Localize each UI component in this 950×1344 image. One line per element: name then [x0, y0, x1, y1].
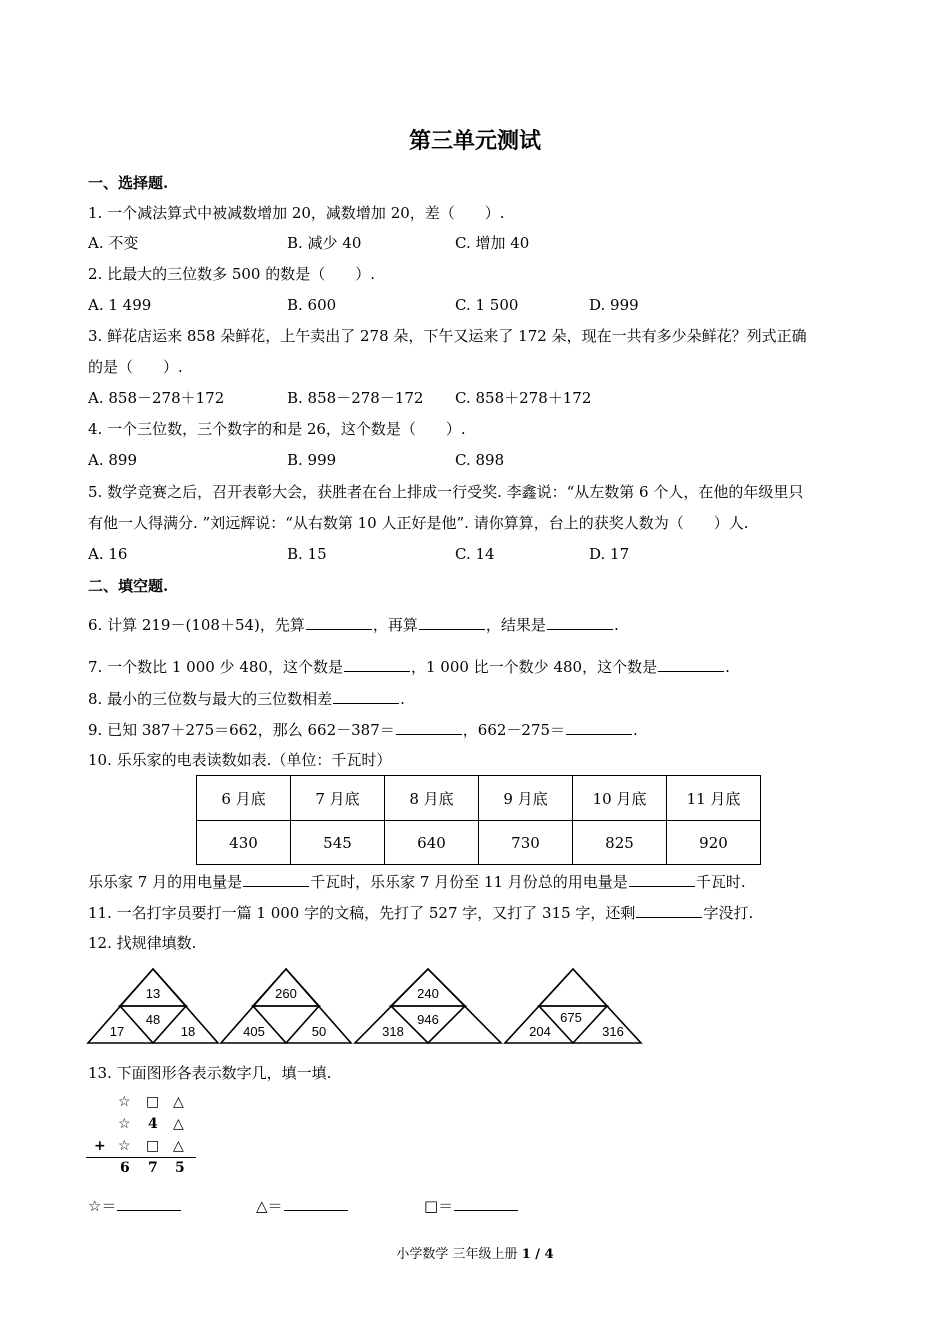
question-3-option-b: B. 858－278－172	[287, 389, 424, 407]
answer-blank[interactable]	[333, 688, 399, 704]
star-symbol: ☆	[118, 1094, 131, 1110]
question-1-option-c: C. 增加 40	[455, 234, 530, 252]
question-5-option-d: D. 17	[589, 545, 630, 563]
page-title: 第三单元测试	[408, 128, 541, 154]
table-header-cell: 8 月底	[385, 776, 479, 821]
table-value-cell: 545	[291, 821, 385, 865]
question-9	[88, 719, 638, 740]
square-symbol: □	[146, 1138, 160, 1154]
number-triangle-1	[86, 967, 220, 1045]
page-footer	[0, 1245, 950, 1265]
triangle-top-cell[interactable]	[539, 969, 607, 1006]
question-6-text-4: .	[613, 616, 619, 634]
sum-digit: 5	[175, 1160, 185, 1176]
square-answer-label: □＝	[424, 1197, 454, 1215]
question-12-stem: 12. 找规律填数.	[88, 934, 197, 952]
plus-sign: +	[94, 1138, 106, 1154]
answer-blank[interactable]	[117, 1195, 181, 1211]
triangle-left-number: 405	[243, 1024, 265, 1039]
table-header-cell: 7 月底	[291, 776, 385, 821]
table-header-cell: 11 月底	[667, 776, 761, 821]
square-symbol: □	[146, 1094, 160, 1110]
star-answer	[88, 1195, 182, 1216]
answer-blank[interactable]	[636, 902, 702, 918]
table-value-cell: 430	[197, 821, 291, 865]
question-11-text-2: 字没打.	[703, 904, 754, 922]
question-8	[88, 688, 405, 709]
question-10-text-3: 千瓦时.	[695, 873, 746, 891]
question-4-option-c: C. 898	[455, 451, 505, 469]
triangle-center-number: 946	[417, 1012, 439, 1027]
answer-blank[interactable]	[344, 656, 410, 672]
question-2-stem: 2. 比最大的三位数多 500 的数是（ ）.	[88, 265, 376, 283]
question-9-text-1: 9. 已知 387＋275＝662，那么 662－387＝	[88, 721, 395, 739]
question-11	[88, 902, 753, 923]
question-5-stem-line2: 有他一人得满分. ”刘远辉说：“从右数第 10 人正好是他”. 请你算算，台上的获奖人数为（ ）人.	[88, 514, 749, 532]
star-symbol: ☆	[118, 1138, 131, 1154]
question-4-stem: 4. 一个三位数，三个数字的和是 26，这个数是（ ）.	[88, 420, 466, 438]
question-11-text-1: 11. 一名打字员要打一篇 1 000 字的文稿，先打了 527 字，又打了 315 字，还剩	[88, 904, 636, 922]
question-6-text-1: 6. 计算 219－(108＋54)，先算	[88, 616, 305, 634]
triangle-symbol: △	[173, 1138, 184, 1154]
triangle-center-number: 48	[145, 1012, 161, 1027]
triangle-right-number: 316	[602, 1024, 624, 1039]
answer-blank[interactable]	[547, 614, 613, 630]
answer-blank[interactable]	[629, 871, 695, 887]
table-header-cell: 6 月底	[197, 776, 291, 821]
question-5-option-b: B. 15	[287, 545, 327, 563]
answer-blank[interactable]	[658, 656, 724, 672]
answer-blank[interactable]	[396, 719, 462, 735]
meter-reading-table	[196, 775, 761, 865]
question-4-option-a: A. 899	[88, 451, 137, 469]
answer-blank[interactable]	[284, 1195, 348, 1211]
answer-blank[interactable]	[419, 614, 485, 630]
question-6-text-2: ，再算	[372, 616, 418, 634]
table-header-cell: 10 月底	[573, 776, 667, 821]
triangle-left-number: 318	[382, 1024, 404, 1039]
triangle-top-number: 260	[275, 986, 297, 1001]
square-answer	[424, 1195, 519, 1216]
triangle-center-number: 675	[560, 1010, 582, 1025]
sum-digit: 6	[120, 1160, 130, 1176]
question-1-stem: 1. 一个减法算式中被减数增加 20，减数增加 20，差（ ）.	[88, 204, 505, 222]
question-13-stem: 13. 下面图形各表示数字几，填一填.	[88, 1064, 332, 1082]
question-10-stem: 10. 乐乐家的电表读数如表.（单位：千瓦时）	[88, 751, 392, 769]
question-7	[88, 656, 730, 677]
question-5-stem-line1: 5. 数学竞赛之后，召开表彰大会，获胜者在台上排成一行受奖. 李鑫说：“从左数第 6 个人，在他的年级里只	[88, 483, 804, 501]
sum-digit: 7	[148, 1160, 158, 1176]
triangle-top-number: 240	[417, 986, 439, 1001]
question-10-fill	[88, 871, 746, 892]
question-5-option-a: A. 16	[88, 545, 128, 563]
question-6-text-3: ，结果是	[485, 616, 546, 634]
triangle-answer-label: △＝	[256, 1197, 283, 1215]
table-value-cell: 920	[667, 821, 761, 865]
number-triangle-3	[353, 967, 503, 1045]
answer-blank[interactable]	[243, 871, 309, 887]
digit: 4	[148, 1116, 158, 1132]
triangle-symbol: △	[173, 1116, 184, 1132]
question-8-text-2: .	[400, 690, 405, 708]
triangle-symbol: △	[173, 1094, 184, 1110]
question-5-option-c: C. 14	[455, 545, 495, 563]
page-number: 1 / 4	[521, 1247, 554, 1262]
question-3-stem-line1: 3. 鲜花店运来 858 朵鲜花，上午卖出了 278 朵，下午又运来了 172 朵，现在一共有多少朵鲜花？列式正确	[88, 327, 807, 345]
question-10-text-2: 千瓦时，乐乐家 7 月份至 11 月份总的用电量是	[310, 873, 628, 891]
triangle-right-number: 18	[180, 1024, 196, 1039]
question-10-text-1: 乐乐家 7 月的用电量是	[88, 873, 243, 891]
question-2-option-a: A. 1 499	[88, 296, 152, 314]
question-9-text-2: ，662－275＝	[462, 721, 566, 739]
answer-blank[interactable]	[306, 614, 372, 630]
question-3-stem-line2: 的是（ ）.	[88, 358, 183, 376]
table-header-cell: 9 月底	[479, 776, 573, 821]
question-3-option-c: C. 858＋278＋172	[455, 389, 592, 407]
table-value-cell: 730	[479, 821, 573, 865]
footer-subject: 小学数学 三年级上册	[396, 1247, 522, 1262]
triangle-answer	[256, 1195, 349, 1216]
triangle-top-number: 13	[145, 986, 161, 1001]
answer-blank[interactable]	[454, 1195, 518, 1211]
question-6	[88, 614, 619, 635]
triangle-right-number: 50	[311, 1024, 327, 1039]
sum-line	[86, 1157, 196, 1158]
question-2-option-c: C. 1 500	[455, 296, 519, 314]
question-2-option-d: D. 999	[589, 296, 639, 314]
number-triangle-2	[219, 967, 353, 1045]
question-3-option-a: A. 858－278＋172	[88, 389, 225, 407]
question-9-text-3: .	[633, 721, 638, 739]
question-4-option-b: B. 999	[287, 451, 337, 469]
question-7-text-1: 7. 一个数比 1 000 少 480，这个数是	[88, 658, 343, 676]
triangle-left-number: 17	[109, 1024, 125, 1039]
section-heading-fill: 二、填空题.	[88, 577, 169, 595]
question-1-option-a: A. 不变	[88, 234, 139, 252]
triangle-left-number: 204	[529, 1024, 551, 1039]
question-8-text-1: 8. 最小的三位数与最大的三位数相差	[88, 690, 333, 708]
question-1-option-b: B. 减少 40	[287, 234, 362, 252]
table-value-cell: 825	[573, 821, 667, 865]
number-triangle-4	[503, 967, 643, 1045]
star-symbol: ☆	[118, 1116, 131, 1132]
answer-blank[interactable]	[566, 719, 632, 735]
section-heading-choice: 一、选择题.	[88, 174, 169, 192]
question-2-option-b: B. 600	[287, 296, 337, 314]
question-7-text-3: .	[725, 658, 730, 676]
star-answer-label: ☆＝	[88, 1197, 117, 1215]
question-7-text-2: ，1 000 比一个数少 480，这个数是	[410, 658, 658, 676]
table-value-cell: 640	[385, 821, 479, 865]
